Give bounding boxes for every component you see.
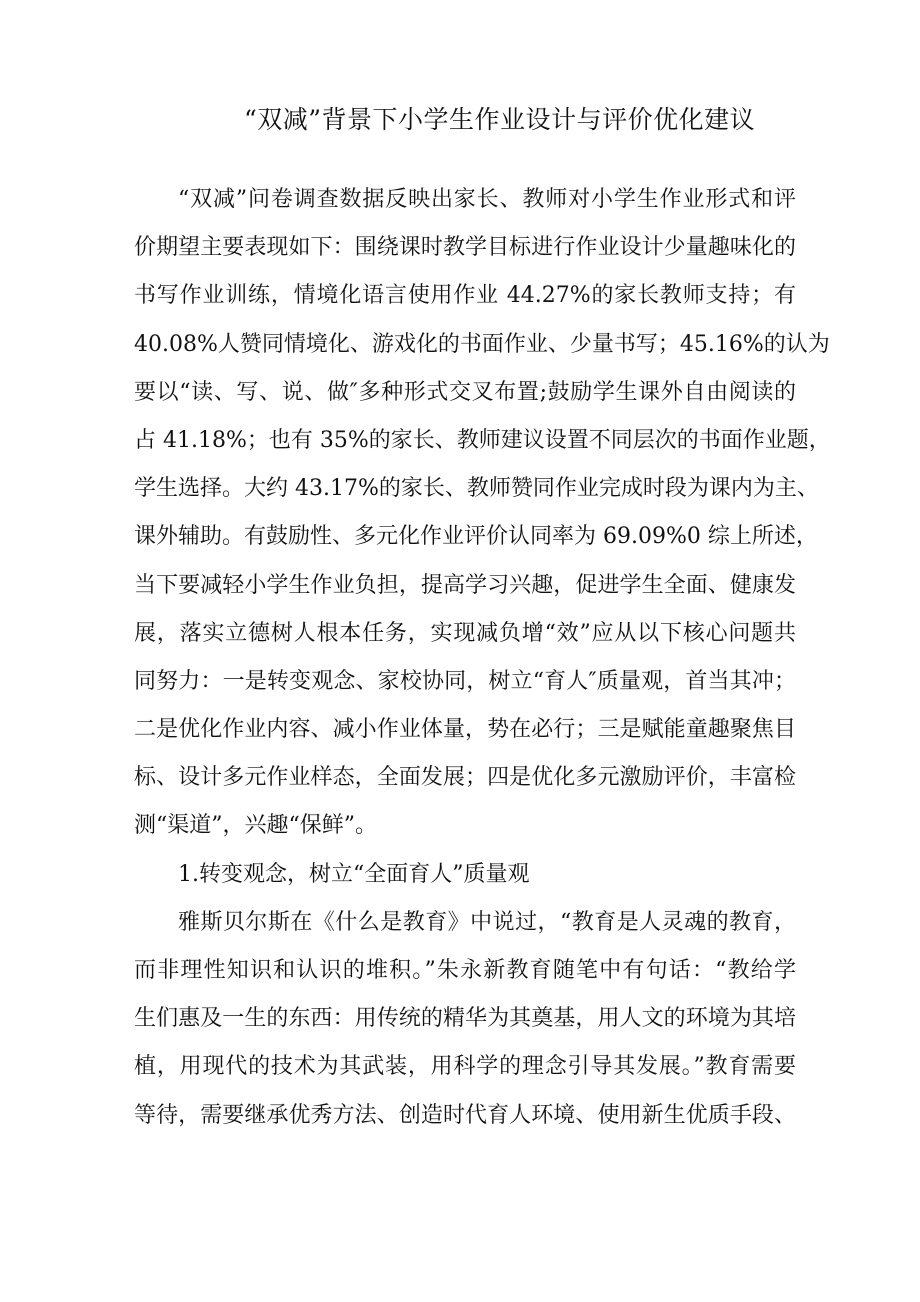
paragraph-line: 价期望主要表现如下：围绕课时教学目标进行作业设计少量趣味化的	[134, 235, 796, 261]
paragraph-line: 等待，需要继承优秀方法、创造时代育人环境、使用新生优质手段、	[134, 1102, 796, 1128]
document-title: “双减”背景下小学生作业设计与评价优化建议	[244, 105, 756, 134]
paragraph-1	[134, 176, 831, 851]
paragraph-line: 学生选择。大约 43.17%的家长、教师赞同作业完成时段为课内为主、	[134, 476, 819, 502]
paragraph-2	[134, 899, 796, 1140]
document-body	[134, 176, 831, 1140]
paragraph-line: 占 41.18%；也有 35%的家长、教师建议设置不同层次的书面作业题，	[134, 427, 831, 453]
paragraph-line: 展，落实立德树人根本任务，实现减负增“效”应从以下核心问题共	[134, 620, 796, 646]
paragraph-line: 要以“读、写、说、做″多种形式交叉布置;鼓励学生课外自由阅读的	[134, 379, 796, 405]
paragraph-line: “双减”问卷调查数据反映出家长、教师对小学生作业形式和评	[178, 187, 796, 212]
paragraph-line: 生们惠及一生的东西：用传统的精华为其奠基，用人文的环境为其培	[134, 1006, 796, 1032]
paragraph-line: 40.08%人赞同情境化、游戏化的书面作业、少量书写；45.16%的认为	[134, 331, 830, 357]
paragraph-line: 二是优化作业内容、减小作业体量，势在必行；三是赋能童趣聚焦目	[134, 717, 796, 743]
paragraph-line: 书写作业训练，情境化语言使用作业 44.27%的家长教师支持；有	[134, 283, 796, 309]
paragraph-line: 课外辅助。有鼓励性、多元化作业评价认同率为 69.09%0 综上所述，	[134, 524, 818, 550]
paragraph-line: 测“渠道”，兴趣“保鲜”。	[134, 813, 377, 839]
section-heading: 1.转变观念，树立“全面育人”质量观	[178, 861, 530, 887]
paragraph-line: 雅斯贝尔斯在《什么是教育》中说过，“教育是人灵魂的教育，	[178, 909, 796, 935]
paragraph-line: 标、设计多元作业样态，全面发展；四是优化多元激励评价，丰富检	[134, 765, 796, 791]
paragraph-line: 植，用现代的技术为其武装，用科学的理念引导其发展。”教育需要	[134, 1054, 796, 1080]
paragraph-line: 当下要减轻小学生作业负担，提高学习兴趣，促进学生全面、健康发	[134, 572, 796, 598]
paragraph-line: 而非理性知识和认识的堆积。”朱永新教育随笔中有句话：“教给学	[134, 958, 796, 983]
paragraph-line: 同努力：一是转变观念、家校协同，树立“育人″质量观，首当其冲；	[134, 668, 796, 694]
